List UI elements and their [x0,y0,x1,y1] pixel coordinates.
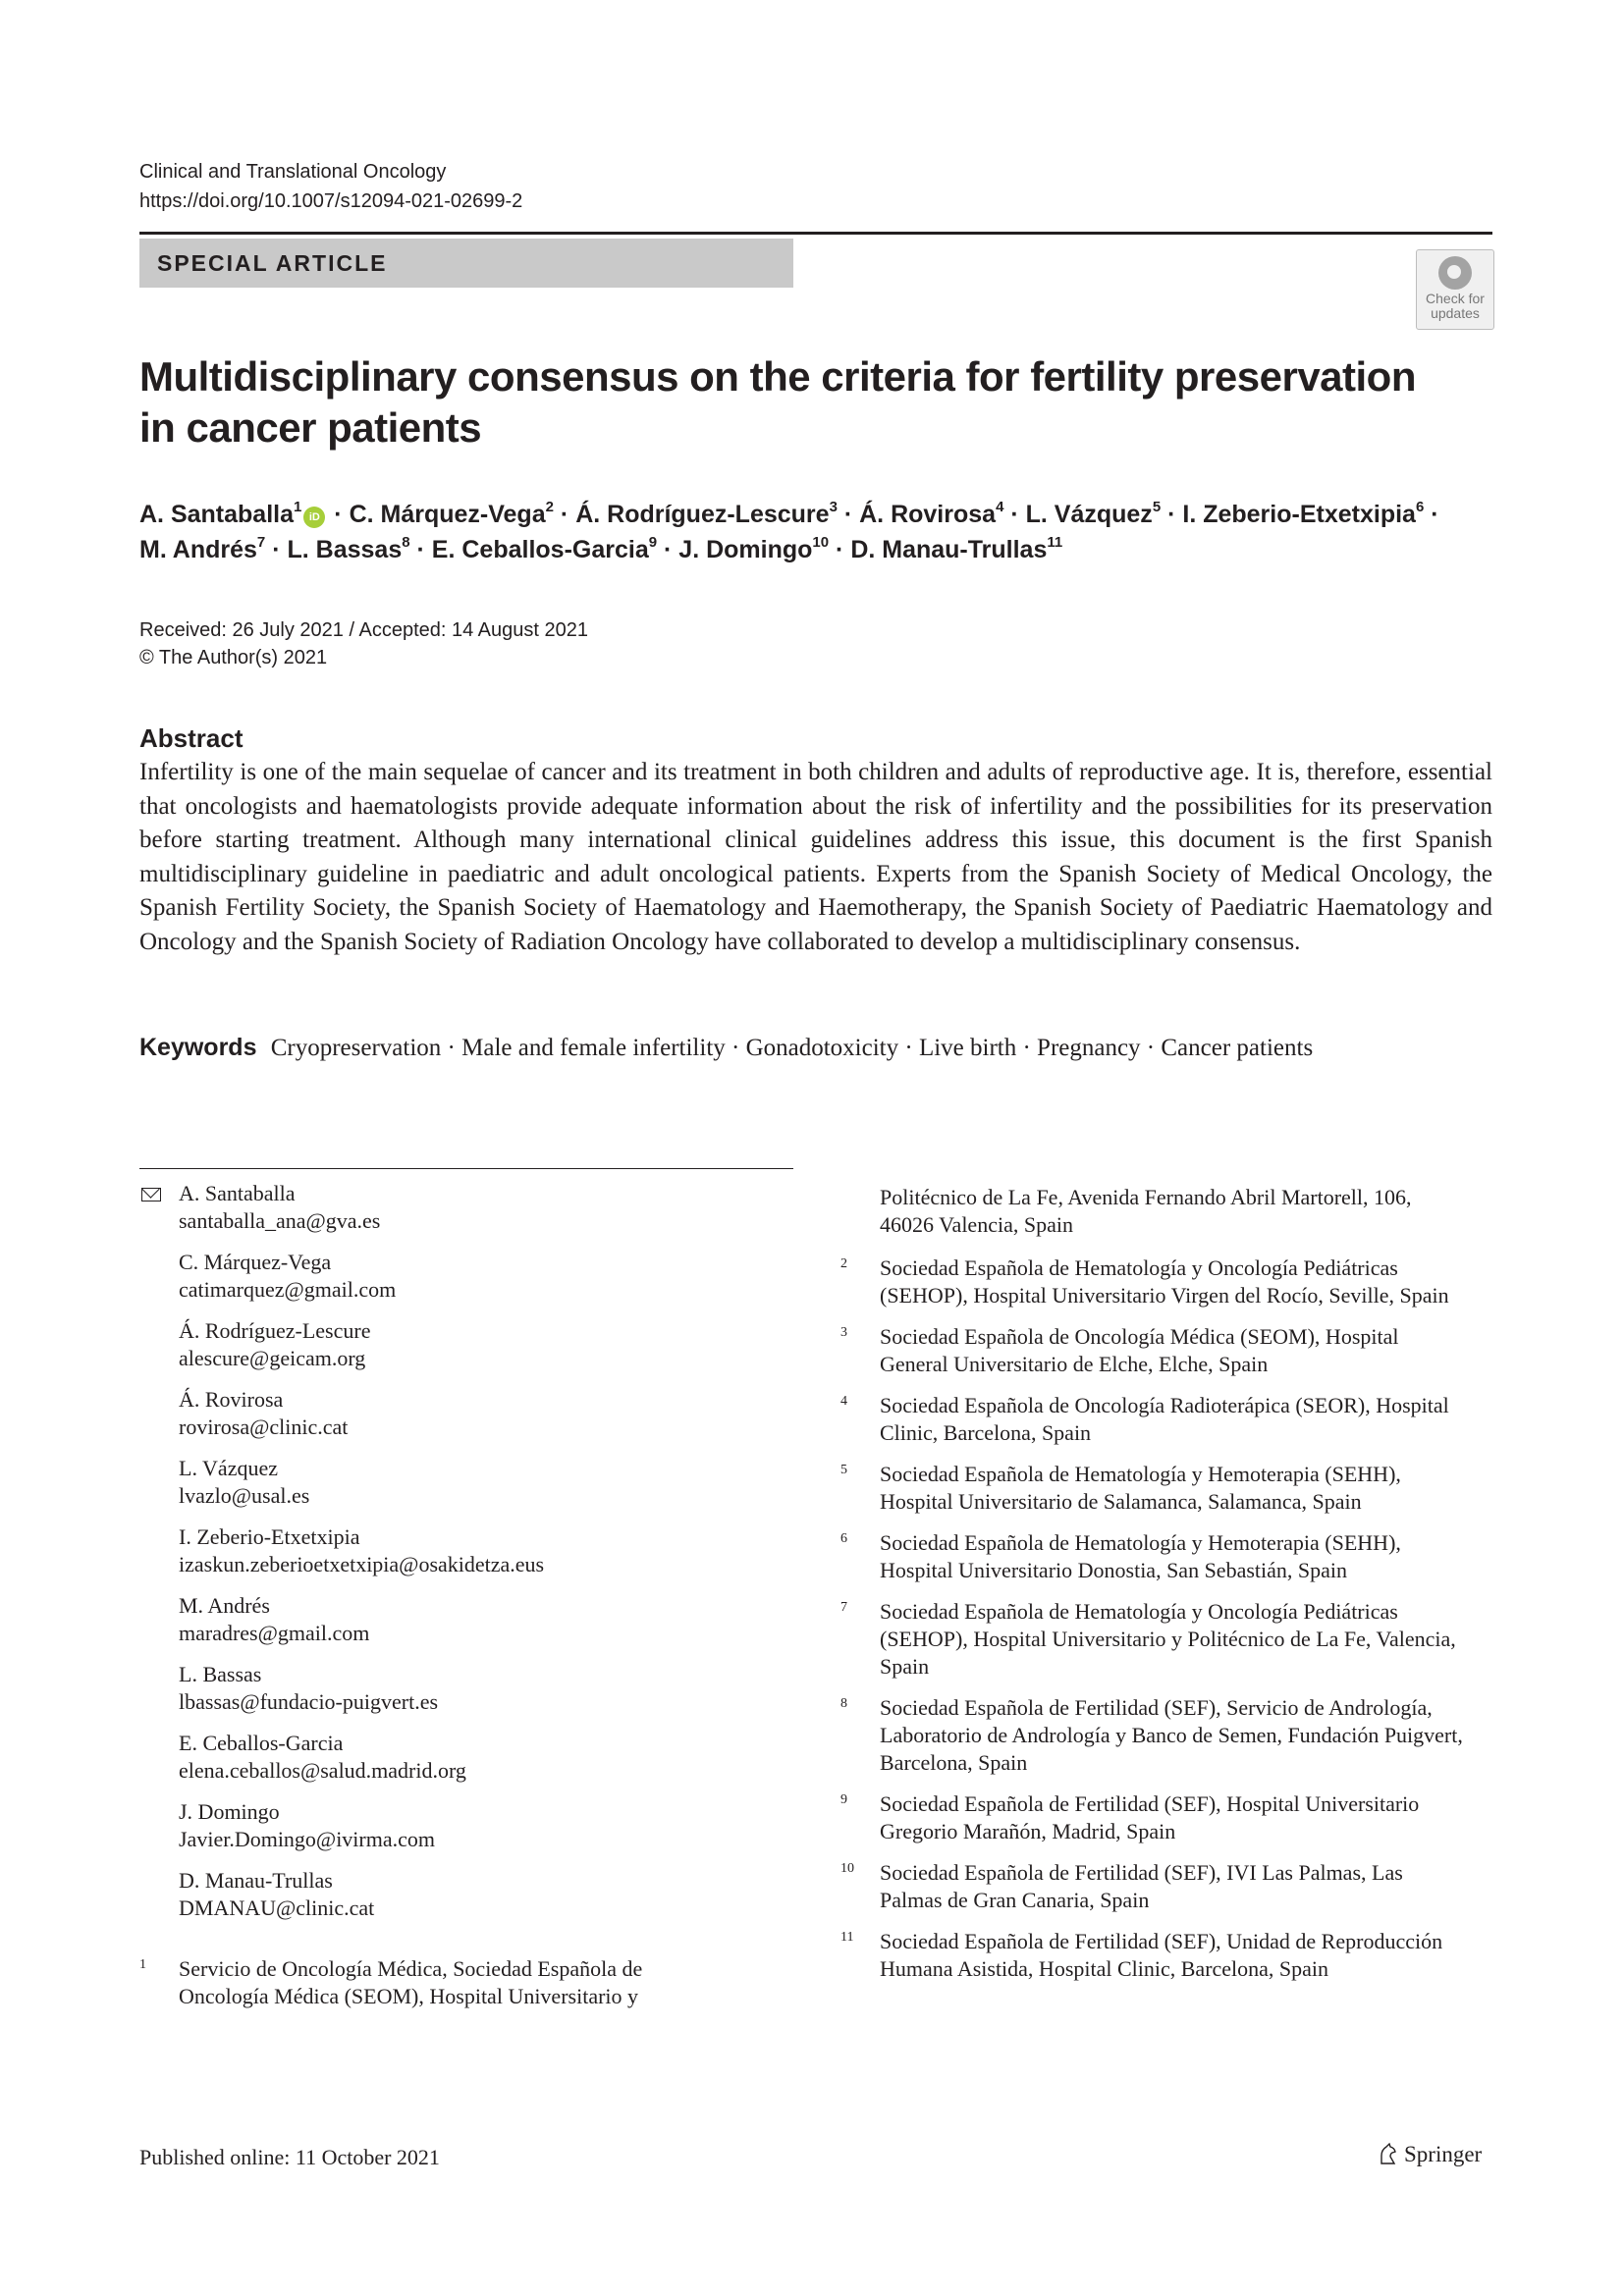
header-rule [139,232,1492,235]
contact-name: M. Andrés [179,1593,270,1618]
affiliation-entry [840,1461,1469,1516]
contact-entry [179,1523,787,1578]
contact-name: J. Domingo [179,1799,280,1824]
contact-email[interactable]: lvazlo@usal.es [179,1483,310,1508]
affiliation-number: 9 [840,1792,847,1807]
affiliation-number: 4 [840,1394,847,1409]
affiliation-text: Sociedad Española de Hematología y Hemoterapia (SEHH), Hospital Universitario Donostia, San Sebastián, Spain [880,1530,1401,1582]
contact-email[interactable]: elena.ceballos@salud.madrid.org [179,1758,466,1783]
contact-name: C. Márquez-Vega [179,1250,332,1274]
contact-name: E. Ceballos-Garcia [179,1731,344,1755]
author-name[interactable]: C. Márquez-Vega [349,501,546,528]
contact-entry [179,1249,787,1304]
author-name[interactable]: L. Vázquez [1025,501,1153,528]
affiliation-number: 3 [840,1325,847,1340]
springer-horse-icon [1379,2142,1398,2165]
abstract-heading: Abstract [139,723,244,753]
article-title: Multidisciplinary consensus on the criteria for fertility preservation in cancer patients [139,353,1416,451]
author-name[interactable]: D. Manau-Trullas [850,536,1048,563]
affiliation-number: 5 [840,1463,847,1477]
contact-name: D. Manau-Trullas [179,1868,333,1893]
contact-entry [179,1867,787,1922]
contact-email[interactable]: DMANAU@clinic.cat [179,1896,375,1920]
author-contacts [179,1180,787,1936]
contact-name: Á. Rovirosa [179,1387,284,1412]
affiliation-entry [840,1598,1469,1681]
affiliation-text: Sociedad Española de Fertilidad (SEF), Servicio de Andrología, Laboratorio de Andrología y Banco de Semen, Fundación Puigvert, Barcelona, Spain [880,1695,1463,1775]
check-for-updates-line1: Check for [1426,291,1485,306]
author-name[interactable]: I. Zeberio-Etxetxipia [1182,501,1416,528]
article-dates [139,616,588,671]
affiliation-text: Sociedad Española de Oncología Radioterápica (SEOR), Hospital Clinic, Barcelona, Spain [880,1393,1449,1445]
check-for-updates-line2: updates [1431,305,1480,321]
journal-header [139,157,522,216]
abstract-text: Infertility is one of the main sequelae of cancer and its treatment in both children and adults of reproductive age. It is, therefore, essential that oncologists and haematologists provide adequate information about the risk of infertility and the possibilities for its preservation before starting treatment. Although many international clinical guidelines address this issue, this document is the first Spanish multidisciplinary guideline in paediatric and adult oncological patients. Experts from the Spanish Society of Medical Oncology, the Spanish Fertility Society, the Spanish Society of Haematology and Haemotherapy, the Spanish Society of Paediatric Haematology and Oncology and the Spanish Society of Radiation Oncology have collaborated to develop a multidisciplinary consensus. [139,759,1492,955]
contact-entry [179,1730,787,1785]
affiliation-text: Servicio de Oncología Médica, Sociedad Española de Oncología Médica (SEOM), Hospital Universitario y [179,1956,643,2008]
contact-name: I. Zeberio-Etxetxipia [179,1524,360,1549]
author-affiliation-ref: 7 [256,533,266,551]
author-affiliation-ref: 3 [829,498,838,515]
contact-entry [179,1317,787,1372]
affiliation-number: 8 [840,1696,847,1711]
affiliation-entry [840,1790,1469,1845]
author-affiliation-ref: 10 [812,533,830,551]
affiliation-number: 1 [139,1957,146,1972]
contact-entry [179,1386,787,1441]
received-accepted-date: Received: 26 July 2021 / Accepted: 14 August 2021 [139,619,588,641]
affiliation-text: Sociedad Española de Fertilidad (SEF), Hospital Universitario Gregorio Marañón, Madrid, Spain [880,1791,1420,1843]
affiliation-number: 6 [840,1531,847,1546]
author-affiliation-ref: 9 [648,533,658,551]
contact-email[interactable]: maradres@gmail.com [179,1621,370,1645]
author-list: A. Santaballa$^1$iD · C. Márquez-Vega$^2$ · Á. Rodríguez-Lescure$^3$ · Á. Rovirosa$^4$ · L. Vázquez$^5$ · I. Zeberio-Etxetxipia$^6$ · M. Andrés$^7$ · L. Bassas$^8$ · E. Ceballos-Garcia$^9$ · J. Domingo$^{10}$ · D. Manau-Trullas$^{11}$ [139,498,1439,563]
affiliation-entry [840,1255,1469,1309]
affiliation-entry [840,1323,1469,1378]
envelope-icon [141,1188,161,1201]
contact-name: L. Vázquez [179,1456,278,1480]
publisher-logo [1379,2140,1482,2169]
publisher-name: Springer [1404,2142,1483,2166]
author-name[interactable]: A. Santaballa [139,501,294,528]
author-name[interactable]: E. Ceballos-Garcia [431,536,649,563]
affiliation-entry [840,1694,1469,1777]
contact-entry [179,1455,787,1510]
affiliation-text: Sociedad Española de Hematología y Hemoterapia (SEHH), Hospital Universitario de Salamanca, Salamanca, Spain [880,1462,1401,1514]
author-affiliation-ref: 5 [1152,498,1162,515]
affiliation-entry [840,1529,1469,1584]
affiliation-text: Sociedad Española de Oncología Médica (SEOM), Hospital General Universitario de Elche, Elche, Spain [880,1324,1399,1376]
bookmark-icon [1438,256,1472,290]
contact-name: Á. Rodríguez-Lescure [179,1318,371,1343]
footnote-rule [139,1168,793,1169]
affiliation-number: 11 [840,1930,854,1945]
published-online-date: Published online: 11 October 2021 [139,2145,440,2169]
contact-email[interactable]: Javier.Domingo@ivirma.com [179,1827,435,1851]
affiliation-number: 2 [840,1256,847,1271]
contact-name: L. Bassas [179,1662,262,1686]
affiliation-entry [840,1392,1469,1447]
keywords-list: Cryopreservation · Male and female infertility · Gonadotoxicity · Live birth · Pregnancy · Cancer patients [270,1035,1314,1061]
affiliation-text: Sociedad Española de Fertilidad (SEF), IVI Las Palmas, Las Palmas de Gran Canaria, Spain [880,1860,1403,1912]
affiliation-1 [139,1955,729,2010]
contact-name: A. Santaballa [179,1181,296,1205]
keywords-label: Keywords [139,1034,257,1061]
author-affiliation-ref: 8 [402,533,410,551]
author-name[interactable]: Á. Rodríguez-Lescure [575,501,830,528]
contact-entry [179,1592,787,1647]
contact-entry [179,1798,787,1853]
section-label: SPECIAL ARTICLE [157,250,388,276]
copyright-notice: © The Author(s) 2021 [139,647,328,668]
affiliation-text: Sociedad Española de Fertilidad (SEF), Unidad de Reproducción Humana Asistida, Hospital Clinic, Barcelona, Spain [880,1929,1443,1981]
contact-email[interactable]: santaballa_ana@gva.es [179,1208,381,1233]
affiliation-entry [840,1859,1469,1914]
author-name[interactable]: L. Bassas [287,536,403,563]
author-affiliation-ref: 4 [996,498,1004,515]
contact-email[interactable]: izaskun.zeberioetxetxipia@osakidetza.eus [179,1552,545,1576]
contact-email[interactable]: rovirosa@clinic.cat [179,1415,349,1439]
affiliation-text: Sociedad Española de Hematología y Oncología Pediátricas (SEHOP), Hospital Universitario y Politécnico de La Fe, Valencia, Spain [880,1599,1456,1679]
contact-entry [179,1661,787,1716]
author-affiliation-ref: 11 [1047,533,1063,551]
doi-link[interactable]: https://doi.org/10.1007/s12094-021-02699-2 [139,190,523,212]
contact-entry [179,1180,787,1235]
author-affiliation-ref: 2 [545,498,554,515]
author-name[interactable]: Á. Rovirosa [859,501,997,528]
affiliation-list [840,1255,1469,1997]
orcid-icon[interactable]: iD [303,507,325,528]
affiliation-number: 10 [840,1861,854,1876]
author-affiliation-ref: 6 [1415,498,1425,515]
check-for-updates-badge[interactable] [1416,249,1494,330]
author-name[interactable]: J. Domingo [678,536,813,563]
affiliation-1-continued: Politécnico de La Fe, Avenida Fernando Abril Martorell, 106, 46026 Valencia, Spain [880,1185,1412,1237]
affiliation-text: Sociedad Española de Hematología y Oncología Pediátricas (SEHOP), Hospital Universitario Virgen del Rocío, Seville, Spain [880,1255,1449,1308]
author-name[interactable]: M. Andrés [139,536,257,563]
section-bar [139,239,793,288]
keywords [139,1031,1492,1065]
affiliation-number: 7 [840,1600,847,1615]
affiliation-entry [840,1928,1469,1983]
contact-email[interactable]: lbassas@fundacio-puigvert.es [179,1689,439,1714]
contact-email[interactable]: alescure@geicam.org [179,1346,366,1370]
author-affiliation-ref: 1 [294,498,302,515]
journal-name: Clinical and Translational Oncology [139,161,447,183]
contact-email[interactable]: catimarquez@gmail.com [179,1277,397,1302]
